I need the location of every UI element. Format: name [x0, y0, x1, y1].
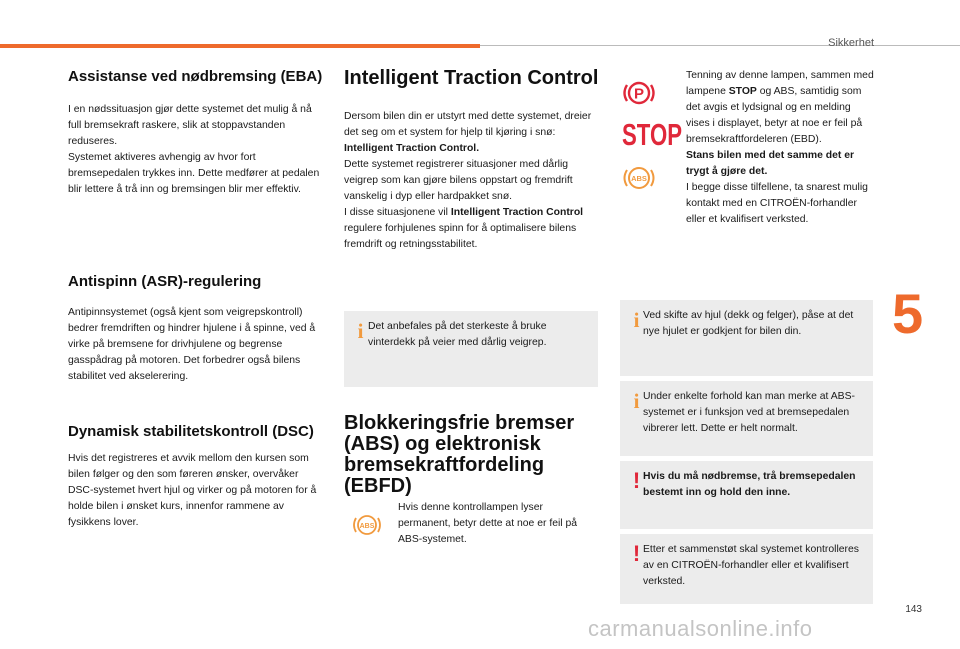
header-rule	[480, 45, 960, 46]
info-wheels-text: Ved skifte av hjul (dekk og felger), påse at det nye hjulet er godkjent for bilen din.	[643, 310, 854, 337]
parking-lamp-label: P	[633, 85, 645, 103]
eba-title: Assistanse ved nødbremsing (EBA)	[68, 68, 323, 85]
itc-title: Intelligent Traction Control	[344, 67, 599, 89]
ebd-bold-instruction: Stans bilen med det samme det er trygt å gjøre det.	[686, 150, 855, 177]
dsc-title: Dynamisk stabilitetskontroll (DSC)	[68, 423, 314, 440]
itc-tip-text: Det anbefales på det sterkeste å bruke vinterdekk på veier med dårlig veigrep.	[368, 321, 547, 348]
ebd-description	[686, 68, 876, 228]
eba-paragraph-1: I en nødssituasjon gjør dette systemet det mulig å nå full bremsekraft raskere, slik at stoppavstanden reduseres.	[68, 104, 312, 147]
warning-collision-text: Etter et sammenstøt skal systemet kontrolleres av en CITROËN-forhandler eller et kvalifisert verksted.	[643, 544, 859, 587]
ebd-text-stop: STOP	[728, 86, 757, 97]
dsc-paragraph: Hvis det registreres et avvik mellom den kursen som bilen følger og den som føreren ønsker, overvåker DSC-systemet hvert hjul og virker og på motoren for å holde bilen i ønsket kurs, innenfor rammene av fysikkens lover.	[68, 453, 317, 528]
warning-box-collision	[620, 534, 873, 604]
abs-section	[344, 413, 600, 497]
dsc-section	[68, 424, 326, 531]
stop-lamp-label: STOP	[622, 117, 682, 152]
abs-lamp-label: ABS	[359, 522, 375, 530]
itc-p1-bold: Intelligent Traction Control.	[344, 143, 480, 154]
itc-p3-post: regulere forhjulenes spinn for å optimalisere bilens fremdrift og retningsstabilitet.	[344, 223, 577, 250]
warning-box-emergency	[620, 461, 873, 529]
asr-title: Antispinn (ASR)-regulering	[68, 273, 262, 290]
abs-title: Blokkeringsfrie bremser (ABS) og elektronisk bremsekraftfordeling (EBFD)	[344, 412, 575, 497]
ebd-text-post: og ABS, samtidig som det avgis et lydsignal og en melding vises i displayet, betyr at noe er feil på bremsekraftfordeleren (EBD).	[686, 86, 863, 145]
warning-icon: !	[632, 541, 641, 566]
warning-icon: !	[632, 468, 641, 493]
ebd-text	[686, 68, 876, 148]
info-icon: i	[357, 319, 364, 343]
abs-lamp-icon	[622, 164, 656, 192]
abs-lamp-text: Hvis denne kontrollampen lyser permanent, betyr dette at noe er feil på ABS-systemet.	[398, 502, 578, 545]
abs-warning-lamp-icon	[352, 512, 382, 538]
itc-p3-pre: I disse situasjonene vil	[344, 207, 451, 218]
info-abs-text: Under enkelte forhold kan man merke at ABS-systemet er i funksjon ved at bremsepedalen vibrerer lett. Dette er helt normalt.	[643, 391, 855, 434]
page-number: 143	[905, 604, 922, 615]
parking-brake-lamp-icon	[622, 78, 656, 108]
eba-section	[68, 69, 326, 198]
info-icon: i	[633, 389, 640, 413]
chapter-number: 5	[892, 282, 924, 345]
section-name: Sikkerhet	[828, 37, 874, 49]
itc-p3-bold: Intelligent Traction Control	[450, 207, 584, 218]
itc-paragraph-3	[344, 205, 600, 253]
itc-paragraph-2: Dette systemet registrerer situasjoner med dårlig veigrep som kan gjøre bilens oppstart og fremdrift vanskelig i dyp eller hardpakket snø.	[344, 159, 573, 202]
abs-lamp-description	[398, 500, 598, 548]
info-box-wheels	[620, 300, 873, 376]
info-box-abs	[620, 381, 873, 456]
warning-emergency-text: Hvis du må nødbremse, trå bremsepedalen bestemt inn og hold den inne.	[643, 471, 856, 498]
itc-section	[344, 68, 600, 253]
info-icon: i	[633, 308, 640, 332]
watermark: carmanualsonline.info	[588, 616, 813, 641]
itc-tip-box	[344, 311, 598, 387]
itc-paragraph-1	[344, 109, 600, 157]
stop-lamp-icon	[622, 117, 684, 152]
asr-paragraph: Antipinnsystemet (også kjent som veigrepskontroll) bedrer fremdriften og hindrer hjulene i å spinne, ved å virke på bremsene for drivhjulene og begrense gasspådrag på motoren. Det forbedrer også bilens stabilitet ved akselerering.	[68, 307, 316, 382]
abs-lamp-label-right: ABS	[631, 174, 647, 183]
ebd-text-pre: Tenning av denne lampen, sammen med lampene	[686, 70, 874, 97]
itc-p1-text: Dersom bilen din er utstyrt med dette systemet, dreier det seg om et system for hjelp til kjøring i snø:	[344, 111, 592, 138]
asr-section	[68, 274, 326, 385]
header-accent-bar	[0, 44, 480, 48]
ebd-tail-text: I begge disse tilfellene, ta snarest mulig kontakt med en CITROËN-forhandler eller et kvalifisert verksted.	[686, 182, 868, 225]
eba-paragraph-2: Systemet aktiveres avhengig av hvor fort bremsepedalen trykkes inn. Dette medfører at pedalen blir lettere å trå inn og bremsingen blir mer effektiv.	[68, 152, 320, 195]
